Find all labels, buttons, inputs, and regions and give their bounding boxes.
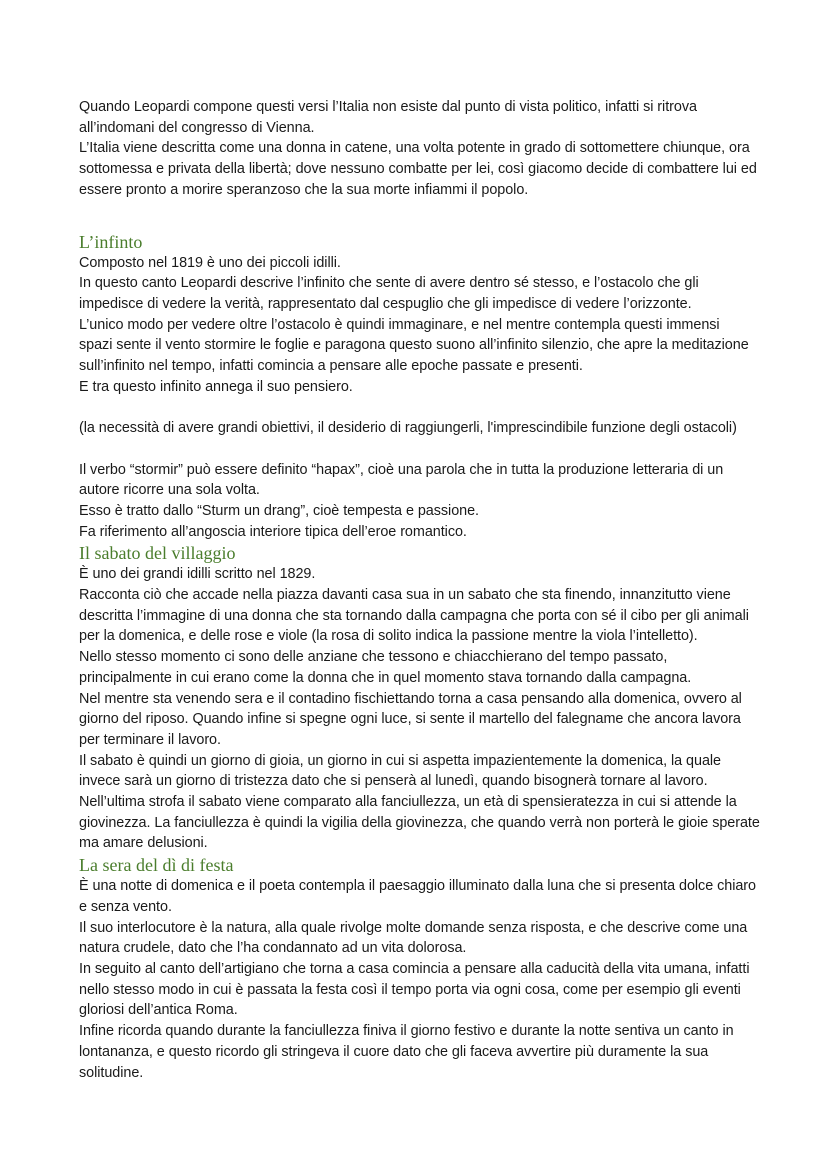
text-line: In questo canto Leopardi descrive l’infinito che sente di avere dentro sé stesso, e l’ostacolo che gli (79, 275, 699, 292)
text-line: Il verbo “stormir” può essere definito “hapax”, cioè una parola che in tutta la produzione letteraria di un (79, 461, 724, 478)
text-line: lontananza, e questo ricordo gli stringeva il cuore dato che gli faceva avvertire più duramente la sua (79, 1043, 709, 1060)
text-line: Fa riferimento all’angoscia interiore tipica dell’eroe romantico. (79, 523, 467, 540)
text-line: giovinezza. La fanciullezza è quindi la vigilia della giovinezza, che quando verrà non porterà le gioie sperate (79, 814, 760, 831)
text-line: sull’infinito nel tempo, infatti comincia a pensare alle epoche passate e presenti. (79, 358, 583, 375)
sabato-paragraph (79, 564, 788, 854)
text-line: sottomessa e privata della libertà; dove nessuno combatte per lei, così giacomo decide di combattere lui ed (79, 161, 757, 178)
infinito-note: (la necessità di avere grandi obiettivi, il desiderio di raggiungerli, l'imprescindibile funzione degli ostacoli) (79, 420, 737, 437)
text-line: Nello stesso momento ci sono delle anziane che tessono e chiacchierano del tempo passato, (79, 649, 668, 666)
text-line: Nel mentre sta venendo sera e il contadino fischiettando torna a casa pensando alla domenica, ovvero al (79, 690, 742, 707)
text-line: Nell’ultima strofa il sabato viene comparato alla fanciullezza, un età di spensieratezza in cui si attende la (79, 794, 737, 811)
text-line: È uno dei grandi idilli scritto nel 1829. (79, 566, 316, 583)
text-line: Infine ricorda quando durante la fanciullezza finiva il giorno festivo e durante la notte sentiva un canto in (79, 1023, 734, 1040)
section-spacer (79, 201, 788, 231)
text-line: gloriosi dell’antica Roma. (79, 1002, 238, 1019)
blank-line (79, 439, 788, 460)
text-line: L’unico modo per vedere oltre l’ostacolo è quindi immaginare, e nel mentre contempla questi immensi (79, 316, 720, 333)
text-line: Esso è tratto dallo “Sturm un drang”, cioè tempesta e passione. (79, 502, 479, 519)
text-line: autore ricorre una sola volta. (79, 482, 260, 499)
text-line: principalmente in cui erano come la donna che in quel momento stava tornando dalla campagna. (79, 669, 692, 686)
text-line: e senza vento. (79, 898, 172, 915)
text-line: natura crudele, dato che l’ha condannato ad un vita dolorosa. (79, 940, 467, 957)
text-line: per la domenica, e delle rose e viole (la rosa di solito indica la passione mentre la viola l’intelletto). (79, 628, 698, 645)
text-line: Il suo interlocutore è la natura, alla quale rivolge molte domande senza risposta, e che descrive come una (79, 919, 748, 936)
text-line: giorno del riposo. Quando infine si spegne ogni luce, si sente il martello del falegname che ancora lavora (79, 711, 741, 728)
text-line: descritta l’immagine di una donna che sta tornando dalla campagna che porta con sé il cibo per gli animali (79, 607, 749, 624)
sera-paragraph (79, 876, 788, 1083)
intro-paragraph (79, 97, 788, 201)
text-line: essere pronto a morire speranzoso che la sua morte infiammi il popolo. (79, 181, 529, 198)
text-line: per terminare il lavoro. (79, 731, 221, 748)
text-line: L’Italia viene descritta come una donna in catene, una volta potente in grado di sottomettere chiunque, ora (79, 140, 750, 157)
text-line: Il sabato è quindi un giorno di gioia, un giorno in cui si aspetta impazientemente la domenica, la quale (79, 752, 721, 769)
text-line: Composto nel 1819 è uno dei piccoli idilli. (79, 254, 341, 271)
text-line: E tra questo infinito annega il suo pensiero. (79, 378, 353, 395)
text-line: In seguito al canto dell’artigiano che torna a casa comincia a pensare alla caducità della vita umana, infatti (79, 960, 750, 977)
text-line: Quando Leopardi compone questi versi l’Italia non esiste dal punto di vista politico, infatti si ritrova (79, 99, 697, 115)
text-line: spazi sente il vento stormire le foglie e paragona questo suono all’infinito silenzio, che apre la meditazione (79, 337, 749, 354)
text-line: solitudine. (79, 1064, 144, 1081)
text-line: invece sarà un giorno di tristezza dato che si penserà al lunedì, quando bisognerà tornare al lavoro. (79, 773, 708, 790)
infinito-paragraph (79, 253, 788, 543)
text-line: nello stesso modo in cui è passata la festa così il tempo porta via ogni cosa, come per esempio gli eventi (79, 981, 741, 998)
text-line: ma amare delusioni. (79, 835, 208, 852)
text-line: È una notte di domenica e il poeta contempla il paesaggio illuminato dalla luna che si presenta dolce chiaro (79, 878, 756, 895)
text-line: Racconta ciò che accade nella piazza davanti casa sua in un sabato che sta finendo, innanzitutto viene (79, 587, 731, 604)
text-line: all’indomani del congresso di Vienna. (79, 119, 315, 136)
section-heading-sabato: Il sabato del villaggio (79, 543, 236, 564)
text-line: impedisce di vedere la verità, rappresentato dal cespuglio che gli impedisce di vedere l’orizzonte. (79, 295, 692, 312)
section-heading-sera: La sera del dì di festa (79, 855, 234, 876)
blank-line (79, 397, 788, 418)
section-heading-infinito: L’infinto (79, 231, 143, 252)
